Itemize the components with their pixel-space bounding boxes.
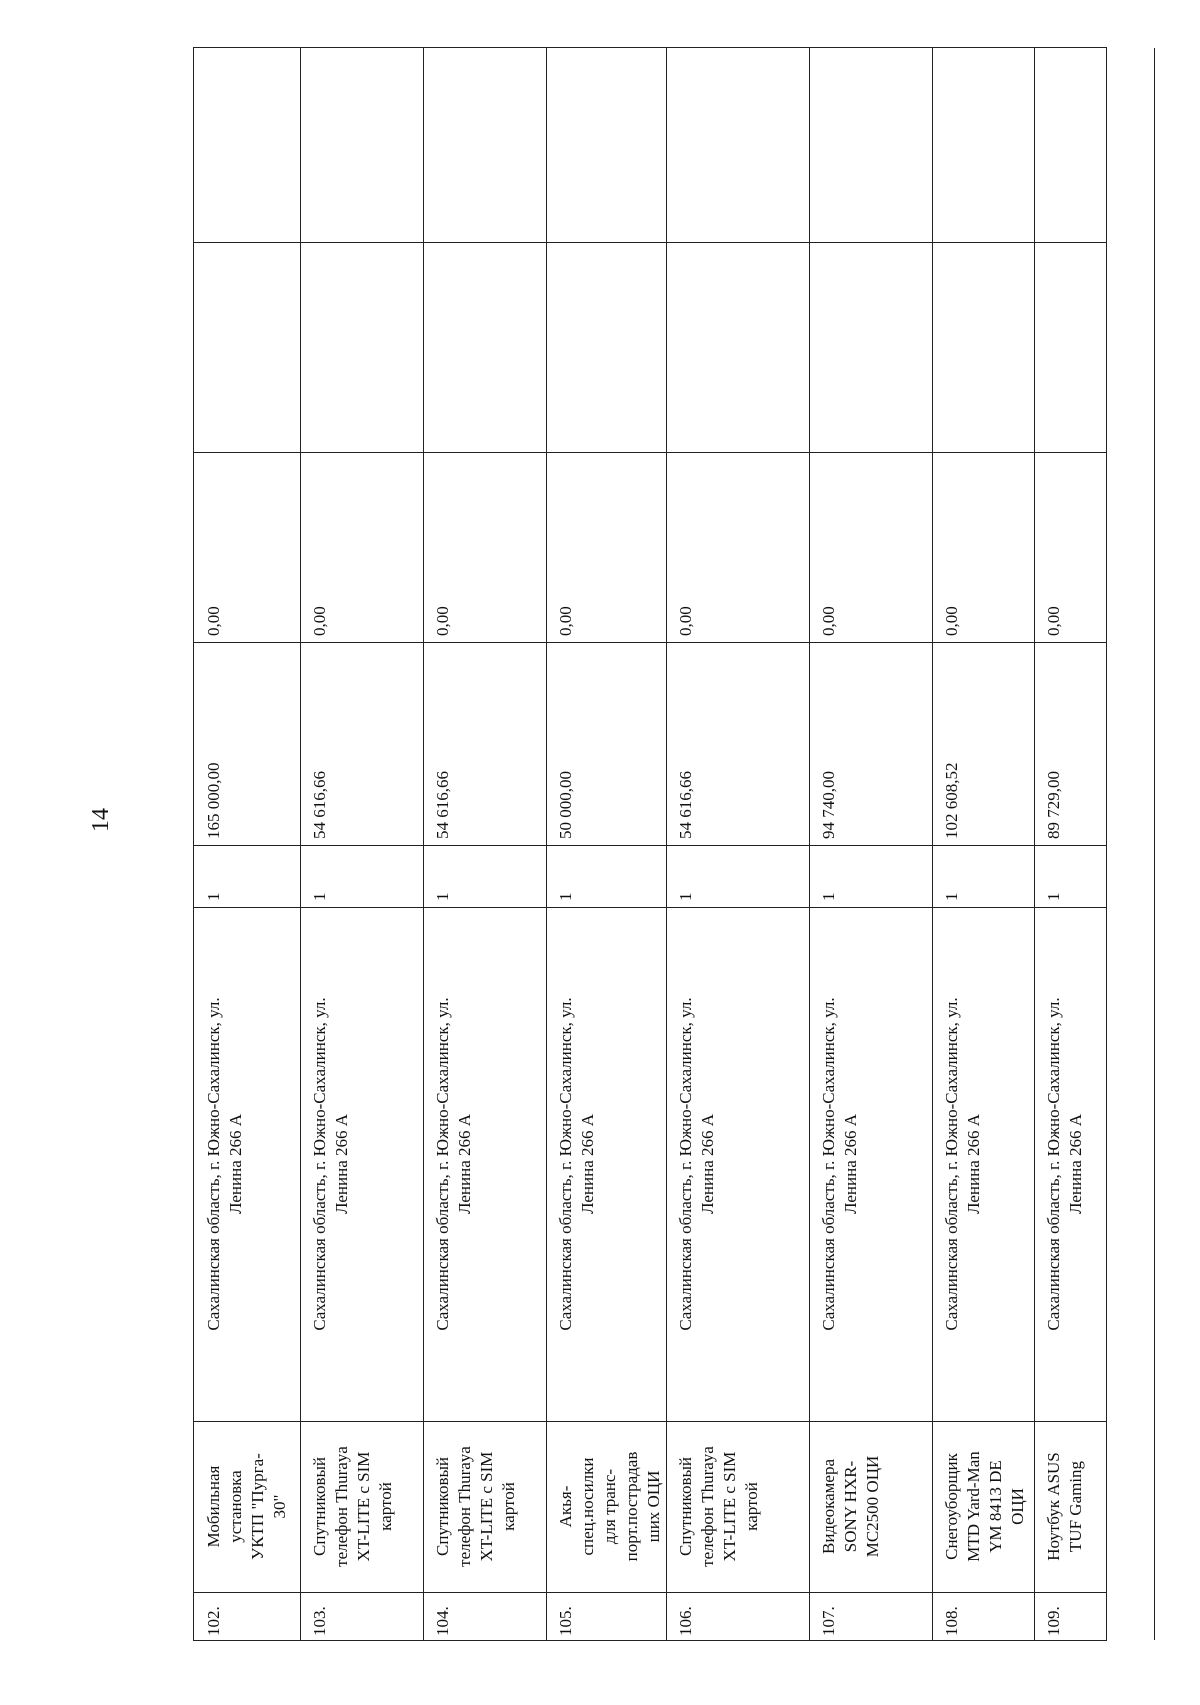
item-quantity-line: 1 bbox=[676, 892, 695, 901]
item-address-line: Сахалинская область, г. Южно-Сахалинск, ул. bbox=[310, 997, 329, 1331]
item-cost-line: 89 729,00 bbox=[1044, 771, 1063, 839]
item-name-line: TUF Gaming bbox=[1066, 1460, 1085, 1553]
item-quantity bbox=[432, 851, 454, 901]
item-address bbox=[432, 913, 476, 1415]
item-residual-value bbox=[1043, 458, 1065, 636]
item-residual-value bbox=[675, 458, 697, 636]
item-name-line: XT-LITE с SIM bbox=[720, 1451, 739, 1562]
item-name-line: Спутниковый bbox=[433, 1457, 452, 1557]
column-divider bbox=[194, 907, 1106, 908]
item-address-line: Ленина 266 А bbox=[841, 1113, 860, 1215]
item-address-line: Ленина 266 А bbox=[964, 1113, 983, 1215]
item-address-line: Сахалинская область, г. Южно-Сахалинск, ул. bbox=[204, 997, 223, 1331]
row-number-line: 105. bbox=[556, 1606, 575, 1636]
page-number: 14 bbox=[88, 808, 114, 832]
item-address-line: Сахалинская область, г. Южно-Сахалинск, ул. bbox=[819, 997, 838, 1331]
item-name-line: Видеокамера bbox=[819, 1458, 838, 1555]
item-name-line: Ноутбук ASUS bbox=[1044, 1452, 1063, 1561]
item-address bbox=[203, 913, 247, 1415]
item-residual-value-line: 0,00 bbox=[204, 606, 223, 636]
item-address bbox=[818, 913, 862, 1415]
item-cost-line: 94 740,00 bbox=[819, 771, 838, 839]
item-quantity bbox=[1043, 851, 1065, 901]
row-number-line: 107. bbox=[819, 1606, 838, 1636]
item-name-line: телефон Thuraya bbox=[455, 1446, 474, 1567]
item-name-line: MTD Yard-Man bbox=[964, 1451, 983, 1562]
column-divider bbox=[194, 242, 1106, 243]
item-name-line: спец.носилки bbox=[578, 1457, 597, 1556]
item-name-line: ших ОЦИ bbox=[644, 1470, 663, 1543]
item-name-line: XT-LITE с SIM bbox=[477, 1451, 496, 1562]
item-name bbox=[309, 1427, 397, 1586]
item-name-line: 30" bbox=[270, 1494, 289, 1519]
item-quantity-line: 1 bbox=[1044, 892, 1063, 901]
item-quantity-line: 1 bbox=[942, 892, 961, 901]
column-divider bbox=[194, 1592, 1106, 1593]
item-name-line: для транс- bbox=[600, 1468, 619, 1545]
row-divider bbox=[300, 48, 301, 1640]
item-address-line: Ленина 266 А bbox=[332, 1113, 351, 1215]
item-name-line: картой bbox=[742, 1482, 761, 1531]
item-quantity-line: 1 bbox=[556, 892, 575, 901]
row-number-line: 102. bbox=[204, 1606, 223, 1636]
item-name-line: Мобильная bbox=[204, 1465, 223, 1548]
item-name bbox=[432, 1427, 520, 1586]
item-cost bbox=[1043, 648, 1065, 839]
item-address-line: Сахалинская область, г. Южно-Сахалинск, ул. bbox=[1044, 997, 1063, 1331]
row-number bbox=[555, 1598, 577, 1636]
item-name-line: установка bbox=[226, 1470, 245, 1543]
item-address bbox=[1043, 913, 1087, 1415]
inventory-table bbox=[193, 47, 1107, 1641]
item-residual-value bbox=[309, 458, 331, 636]
item-residual-value-line: 0,00 bbox=[1044, 606, 1063, 636]
item-residual-value-line: 0,00 bbox=[942, 606, 961, 636]
item-residual-value-line: 0,00 bbox=[676, 606, 695, 636]
item-name-line: телефон Thuraya bbox=[698, 1446, 717, 1567]
item-residual-value-line: 0,00 bbox=[556, 606, 575, 636]
row-number-line: 108. bbox=[942, 1606, 961, 1636]
item-quantity bbox=[309, 851, 331, 901]
item-name bbox=[675, 1427, 763, 1586]
item-cost-line: 50 000,00 bbox=[556, 771, 575, 839]
item-name-line: MC2500 ОЦИ bbox=[863, 1455, 882, 1558]
item-cost-line: 165 000,00 bbox=[204, 762, 223, 839]
item-residual-value-line: 0,00 bbox=[433, 606, 452, 636]
item-name-line: Спутниковый bbox=[676, 1457, 695, 1557]
item-name-line: Снегоуборщик bbox=[942, 1453, 961, 1560]
row-number bbox=[818, 1598, 840, 1636]
item-name bbox=[1043, 1427, 1087, 1586]
row-number bbox=[1043, 1598, 1065, 1636]
item-address bbox=[309, 913, 353, 1415]
item-residual-value-line: 0,00 bbox=[310, 606, 329, 636]
item-name bbox=[941, 1427, 1029, 1586]
item-address-line: Сахалинская область, г. Южно-Сахалинск, ул. bbox=[433, 997, 452, 1331]
item-quantity-line: 1 bbox=[204, 892, 223, 901]
item-quantity bbox=[818, 851, 840, 901]
item-name bbox=[203, 1427, 291, 1586]
item-address bbox=[555, 913, 599, 1415]
item-residual-value-line: 0,00 bbox=[819, 606, 838, 636]
item-quantity bbox=[941, 851, 963, 901]
item-address-line: Ленина 266 А bbox=[1066, 1113, 1085, 1215]
row-divider bbox=[809, 48, 810, 1640]
column-divider bbox=[194, 452, 1106, 453]
column-divider bbox=[194, 642, 1106, 643]
row-divider bbox=[546, 48, 547, 1640]
item-quantity-line: 1 bbox=[310, 892, 329, 901]
item-name-line: Акья- bbox=[556, 1485, 575, 1528]
item-cost-line: 102 608,52 bbox=[942, 762, 961, 839]
item-residual-value bbox=[432, 458, 454, 636]
item-cost bbox=[941, 648, 963, 839]
item-cost bbox=[309, 648, 331, 839]
item-quantity bbox=[203, 851, 225, 901]
item-name-line: порт.пострадав bbox=[622, 1451, 641, 1562]
item-cost bbox=[675, 648, 697, 839]
item-address bbox=[941, 913, 985, 1415]
item-address-line: Ленина 266 А bbox=[578, 1113, 597, 1215]
item-name-line: картой bbox=[499, 1482, 518, 1531]
row-number bbox=[203, 1598, 225, 1636]
row-divider bbox=[1154, 48, 1155, 1640]
item-name-line: картой bbox=[376, 1482, 395, 1531]
item-address-line: Ленина 266 А bbox=[698, 1113, 717, 1215]
item-quantity-line: 1 bbox=[819, 892, 838, 901]
item-cost bbox=[555, 648, 577, 839]
item-name bbox=[818, 1427, 884, 1586]
item-cost bbox=[818, 648, 840, 839]
row-divider bbox=[423, 48, 424, 1640]
item-cost-line: 54 616,66 bbox=[433, 771, 452, 839]
item-cost-line: 54 616,66 bbox=[676, 771, 695, 839]
item-name-line: XT-LITE с SIM bbox=[354, 1451, 373, 1562]
row-divider bbox=[1034, 48, 1035, 1640]
item-address-line: Сахалинская область, г. Южно-Сахалинск, ул. bbox=[942, 997, 961, 1331]
item-cost bbox=[203, 648, 225, 839]
row-number-line: 103. bbox=[310, 1606, 329, 1636]
item-address-line: Ленина 266 А bbox=[226, 1113, 245, 1215]
item-name-line: телефон Thuraya bbox=[332, 1446, 351, 1567]
row-divider bbox=[666, 48, 667, 1640]
item-address bbox=[675, 913, 719, 1415]
item-cost bbox=[432, 648, 454, 839]
row-number-line: 104. bbox=[433, 1606, 452, 1636]
item-name-line: ОЦИ bbox=[1008, 1488, 1027, 1525]
column-divider bbox=[194, 845, 1106, 846]
row-divider bbox=[932, 48, 933, 1640]
row-number-line: 106. bbox=[676, 1606, 695, 1636]
item-quantity bbox=[675, 851, 697, 901]
item-name-line: УКТП "Пурга- bbox=[248, 1453, 267, 1560]
item-quantity bbox=[555, 851, 577, 901]
row-number bbox=[675, 1598, 697, 1636]
item-name-line: Спутниковый bbox=[310, 1457, 329, 1557]
item-residual-value bbox=[941, 458, 963, 636]
item-cost-line: 54 616,66 bbox=[310, 771, 329, 839]
item-address-line: Сахалинская область, г. Южно-Сахалинск, ул. bbox=[556, 997, 575, 1331]
item-address-line: Сахалинская область, г. Южно-Сахалинск, ул. bbox=[676, 997, 695, 1331]
item-residual-value bbox=[203, 458, 225, 636]
row-number bbox=[432, 1598, 454, 1636]
item-name bbox=[555, 1427, 665, 1586]
item-residual-value bbox=[818, 458, 840, 636]
column-divider bbox=[194, 1421, 1106, 1422]
item-residual-value bbox=[555, 458, 577, 636]
item-name-line: YM 8413 DE bbox=[986, 1460, 1005, 1553]
item-address-line: Ленина 266 А bbox=[455, 1113, 474, 1215]
row-number-line: 109. bbox=[1044, 1606, 1063, 1636]
row-number bbox=[309, 1598, 331, 1636]
item-name-line: SONY HXR- bbox=[841, 1460, 860, 1553]
item-quantity-line: 1 bbox=[433, 892, 452, 901]
row-number bbox=[941, 1598, 963, 1636]
